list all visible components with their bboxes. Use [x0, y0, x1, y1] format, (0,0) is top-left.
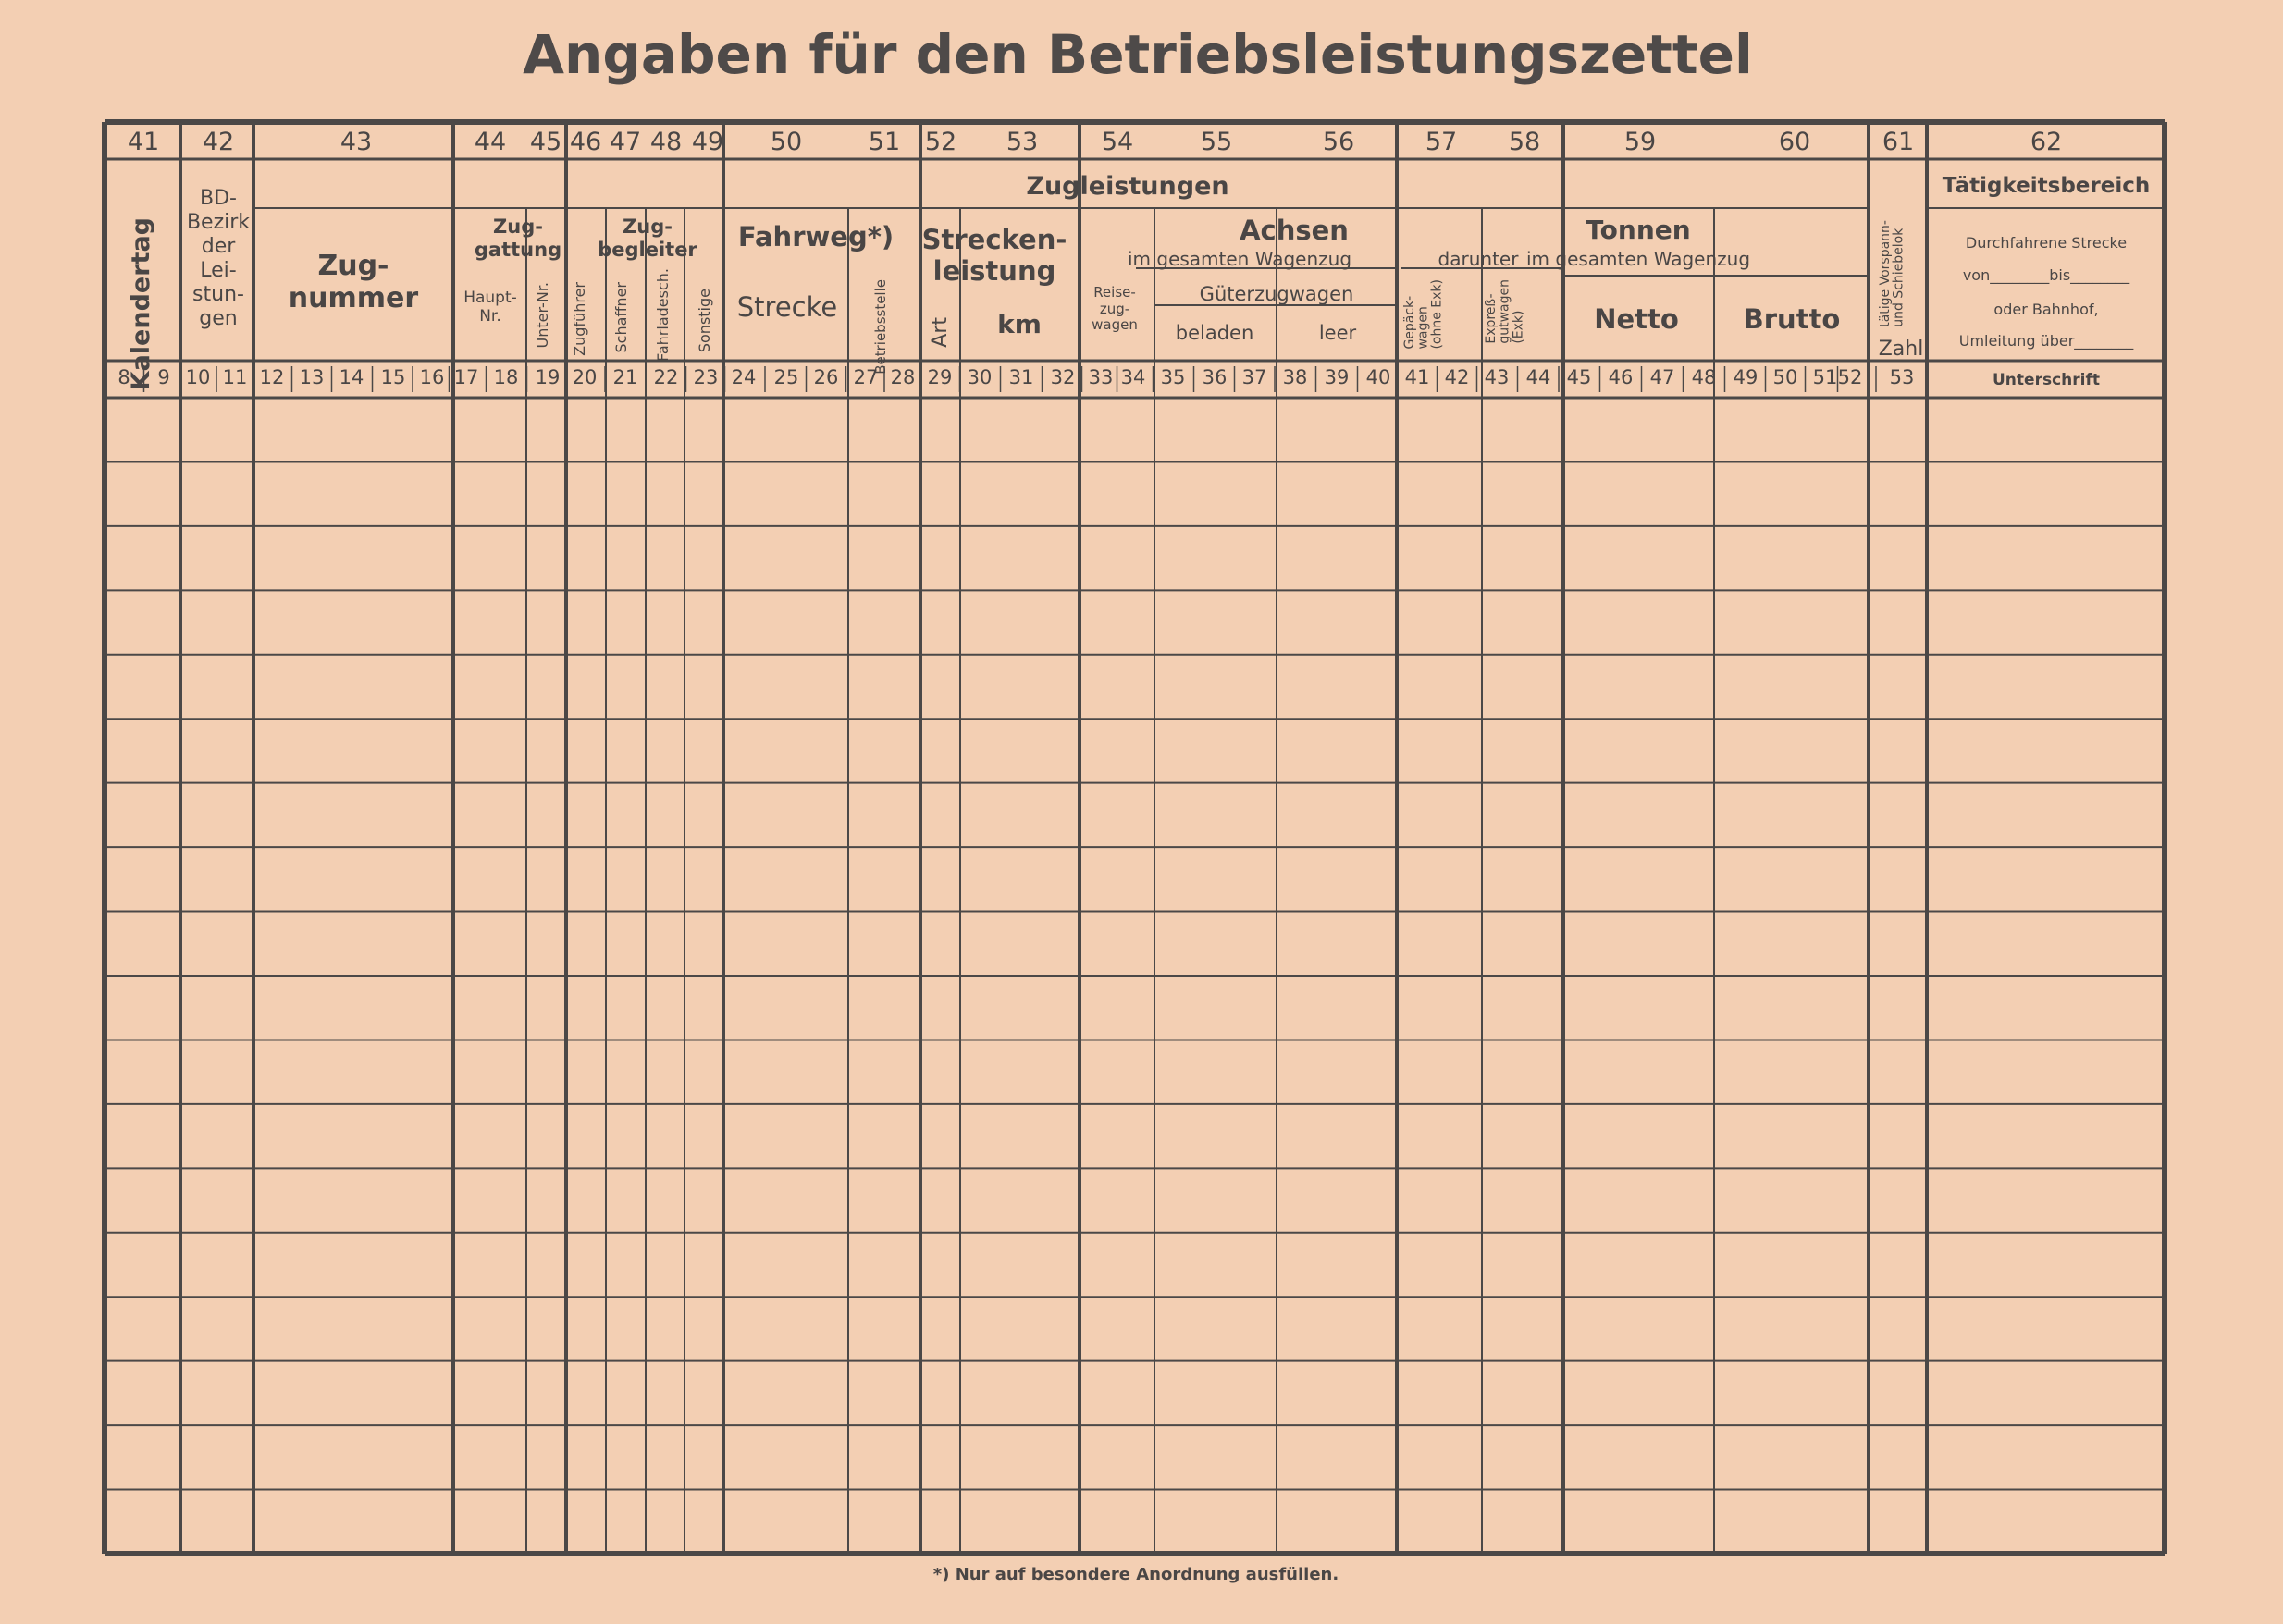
column-number-55: 55 — [1200, 128, 1233, 156]
haupt-nr-header: Haupt- Nr. — [463, 289, 517, 326]
schaffner-header: Schaffner — [612, 282, 630, 353]
column-number-49: 49 — [691, 128, 724, 156]
bahnhof-label: oder Bahnhof, — [1993, 301, 2099, 318]
card-number-25: 25 — [773, 366, 799, 388]
card-number-13: 13 — [299, 366, 325, 388]
card-number-24: 24 — [731, 366, 757, 388]
zugbegleiter-header: Zug- begleiter — [598, 215, 697, 261]
tonnen-header: Tonnen — [1586, 215, 1691, 245]
card-number-39: 39 — [1324, 366, 1350, 388]
umleitung-label: Umleitung über________ — [1958, 332, 2134, 350]
unter-nr-header: Unter-Nr. — [534, 282, 551, 349]
column-number-41: 41 — [127, 128, 160, 156]
card-number-42: 42 — [1444, 366, 1470, 388]
card-number-49: 49 — [1733, 366, 1759, 388]
zugfuehrer-header: Zugführer — [571, 282, 588, 356]
gueterzugwagen-header: Güterzugwagen — [1199, 283, 1354, 305]
card-number-19: 19 — [535, 366, 561, 388]
km-header: km — [997, 309, 1042, 339]
card-number-21: 21 — [612, 366, 638, 388]
strecke-header: Strecke — [736, 291, 838, 323]
card-number-20: 20 — [572, 366, 598, 388]
column-number-61: 61 — [1882, 128, 1915, 156]
zugleistungen-header: Zugleistungen — [1026, 172, 1229, 201]
column-number-48: 48 — [649, 128, 683, 156]
tonnen-sub-header: im gesamten Wagenzug — [1525, 248, 1751, 270]
card-number-27: 27 — [853, 366, 879, 388]
column-number-62: 62 — [2030, 128, 2063, 156]
card-number-52: 52 — [1837, 366, 1863, 388]
card-number-16: 16 — [419, 366, 445, 388]
column-number-46: 46 — [569, 128, 602, 156]
card-number-31: 31 — [1008, 366, 1034, 388]
card-number-45: 45 — [1566, 366, 1592, 388]
card-number-14: 14 — [339, 366, 364, 388]
column-number-47: 47 — [609, 128, 642, 156]
card-number-23: 23 — [693, 366, 719, 388]
achsen-header: Achsen — [1240, 215, 1349, 246]
card-number-53: 53 — [1889, 366, 1915, 388]
column-number-45: 45 — [529, 128, 562, 156]
brutto-header: Brutto — [1743, 303, 1841, 335]
card-number-46: 46 — [1608, 366, 1634, 388]
card-number-28: 28 — [890, 366, 916, 388]
footnote: *) Nur auf besondere Anordnung ausfüllen. — [932, 1565, 1339, 1584]
card-number-32: 32 — [1050, 366, 1076, 388]
card-number-26: 26 — [813, 366, 839, 388]
zuggattung-header: Zug- gattung — [474, 215, 562, 261]
column-number-52: 52 — [924, 128, 957, 156]
card-number-48: 48 — [1691, 366, 1717, 388]
column-number-59: 59 — [1623, 128, 1657, 156]
fahrladesch-header: Fahrladesch. — [654, 268, 672, 362]
card-number-18: 18 — [493, 366, 519, 388]
card-number-8: 8 — [117, 366, 130, 388]
card-number-17: 17 — [453, 366, 479, 388]
durchfahrene-strecke-label: Durchfahrene Strecke — [1965, 234, 2128, 252]
expressgutwagen-header: Expreß- gutwagen (Exk) — [1484, 279, 1526, 344]
page-title: Angaben für den Betriebsleistungszettel — [523, 23, 1753, 86]
card-number-38: 38 — [1282, 366, 1308, 388]
column-number-51: 51 — [868, 128, 901, 156]
card-number-22: 22 — [653, 366, 679, 388]
bd-bezirk-header: BD- Bezirk der Lei- stun- gen — [186, 187, 251, 330]
art-header: Art — [929, 317, 952, 348]
column-number-57: 57 — [1425, 128, 1458, 156]
column-number-56: 56 — [1322, 128, 1355, 156]
card-number-9: 9 — [157, 366, 170, 388]
card-number-11: 11 — [222, 366, 248, 388]
card-number-12: 12 — [259, 366, 285, 388]
kalendertag-header: Kalendertag — [127, 217, 155, 391]
card-number-47: 47 — [1649, 366, 1675, 388]
sonstige-header: Sonstige — [696, 289, 713, 353]
card-number-10: 10 — [185, 366, 211, 388]
card-number-29: 29 — [927, 366, 953, 388]
streckenleistung-header: Strecken- leistung — [921, 224, 1067, 288]
betriebsstelle-header: Betriebsstelle — [872, 279, 889, 375]
card-number-37: 37 — [1241, 366, 1267, 388]
vorspann-header: tätige Vorspann- und Schiebelok — [1878, 220, 1907, 327]
leer-header: leer — [1318, 322, 1357, 344]
card-number-35: 35 — [1160, 366, 1186, 388]
card-number-51: 51 — [1812, 366, 1838, 388]
card-number-44: 44 — [1525, 366, 1551, 388]
column-number-58: 58 — [1508, 128, 1541, 156]
gepaeckwagen-header: Gepäck- wagen (ohne Exk) — [1402, 279, 1445, 350]
card-number-50: 50 — [1772, 366, 1798, 388]
card-number-41: 41 — [1404, 366, 1430, 388]
column-number-44: 44 — [474, 128, 507, 156]
card-number-43: 43 — [1484, 366, 1510, 388]
fahrweg-header: Fahrweg*) — [737, 221, 895, 252]
von-bis-label: von________bis________ — [1962, 266, 2130, 284]
beladen-header: beladen — [1175, 322, 1254, 344]
column-number-50: 50 — [770, 128, 803, 156]
reisezugwagen-header: Reise- zug- wagen — [1092, 284, 1138, 334]
column-number-60: 60 — [1778, 128, 1811, 156]
taetigkeitsbereich-header: Tätigkeitsbereich — [1942, 174, 2151, 198]
card-number-40: 40 — [1365, 366, 1391, 388]
card-number-36: 36 — [1202, 366, 1228, 388]
achsen-sub-header: im gesamten Wagenzug — [1127, 248, 1352, 270]
card-number-15: 15 — [380, 366, 406, 388]
column-number-43: 43 — [339, 128, 373, 156]
netto-header: Netto — [1594, 303, 1679, 335]
card-number-33: 33 — [1088, 366, 1114, 388]
card-number-30: 30 — [967, 366, 993, 388]
column-number-53: 53 — [1006, 128, 1039, 156]
column-number-42: 42 — [202, 128, 235, 156]
unterschrift-label: Unterschrift — [1993, 371, 2100, 389]
zahl-header: Zahl — [1878, 338, 1924, 361]
card-number-34: 34 — [1120, 366, 1146, 388]
zugnummer-header: Zug- nummer — [288, 250, 419, 315]
column-number-54: 54 — [1101, 128, 1134, 156]
darunter-header: darunter — [1438, 248, 1519, 270]
